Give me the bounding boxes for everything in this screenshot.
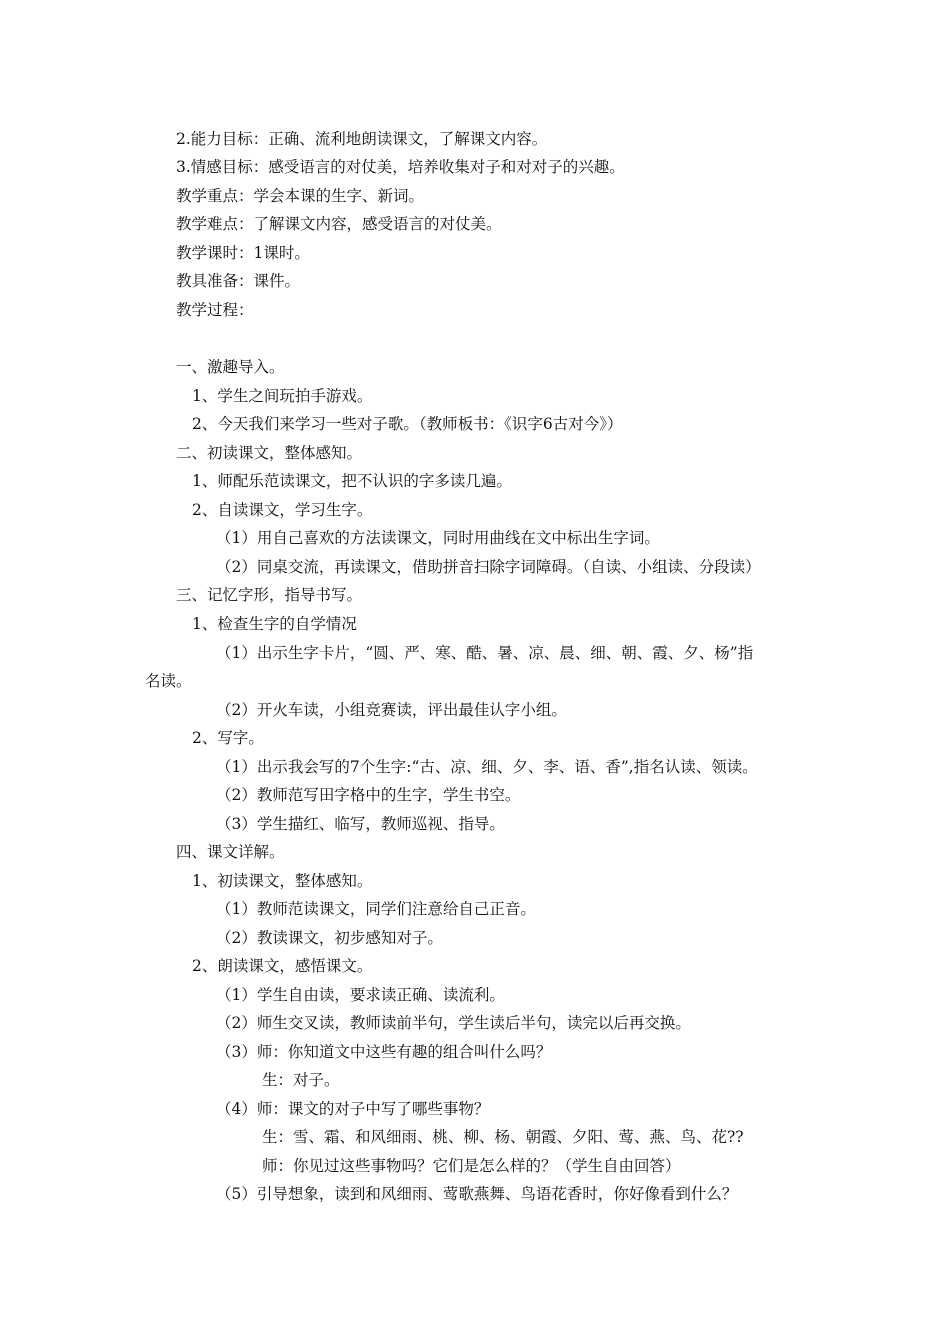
text-line: 名读。	[145, 672, 192, 690]
text-line: （3）学生描红、临写，教师巡视、指导。	[216, 815, 505, 833]
text-line: （2）教师范写田字格中的生字，学生书空。	[216, 786, 521, 804]
text-line: 1、学生之间玩拍手游戏。	[192, 387, 373, 405]
text-line: （3）师：你知道文中这些有趣的组合叫什么吗？	[216, 1043, 552, 1061]
text-line: 2、今天我们来学习一些对子歌。（教师板书：《识字6古对今》）	[192, 415, 623, 433]
text-line: 1、师配乐范读课文，把不认识的字多读几遍。	[192, 472, 512, 490]
text-line: （1）教师范读课文，同学们注意给自己正音。	[216, 900, 536, 918]
text-line: （2）同桌交流，再读课文，借助拼音扫除字词障碍。（自读、小组读、分段读）	[216, 558, 761, 576]
text-line: 3.情感目标：感受语言的对仗美，培养收集对子和对对子的兴趣。	[176, 158, 625, 176]
text-line: （2）开火车读，小组竞赛读，评出最佳认字小组。	[216, 701, 567, 719]
text-line: 2、写字。	[192, 729, 264, 747]
text-line: （1）学生自由读，要求读正确、读流利。	[216, 986, 505, 1004]
text-line: 师：你见过这些事物吗？它们是怎么样的？（学生自由回答）	[262, 1157, 681, 1175]
section-heading: 三、记忆字形，指导书写。	[176, 586, 363, 604]
section-heading: 一、激趣导入。	[176, 358, 285, 376]
text-line: 2、自读课文，学习生字。	[192, 501, 373, 519]
text-line: 生：对子。	[262, 1071, 340, 1089]
text-line: （2）教读课文，初步感知对子。	[216, 929, 443, 947]
text-line: 1、初读课文，整体感知。	[192, 872, 373, 890]
text-line: 生：雪、霜、和风细雨、桃、柳、杨、朝霞、夕阳、莺、燕、鸟、花??	[262, 1128, 744, 1146]
text-line: （2）师生交叉读，教师读前半句，学生读后半句，读完以后再交换。	[216, 1014, 691, 1032]
text-line: 教学过程：	[176, 301, 254, 319]
text-line: 教学课时：1课时。	[176, 244, 310, 262]
section-heading: 四、课文详解。	[176, 843, 285, 861]
text-line: （5）引导想象，读到和风细雨、莺歌燕舞、鸟语花香时，你好像看到什么？	[216, 1185, 738, 1203]
text-line: （4）师：课文的对子中写了哪些事物？	[216, 1100, 490, 1118]
text-line: （1）用自己喜欢的方法读课文，同时用曲线在文中标出生字词。	[216, 529, 660, 547]
section-heading: 二、初读课文，整体感知。	[176, 444, 363, 462]
text-line: 教学难点：了解课文内容，感受语言的对仗美。	[176, 215, 502, 233]
text-line: 2、朗读课文，感悟课文。	[192, 957, 373, 975]
text-line: 1、检查生字的自学情况	[192, 615, 357, 633]
text-line: （1）出示生字卡片，“圆、严、寒、酷、暑、凉、晨、细、朝、霞、夕、杨”指	[216, 644, 754, 662]
text-line: （1）出示我会写的7个生字:“古、凉、细、夕、李、语、香”,指名认读、领读。	[216, 758, 758, 776]
text-line: 教学重点：学会本课的生字、新词。	[176, 187, 425, 205]
text-line: 2.能力目标：正确、流利地朗读课文，了解课文内容。	[176, 130, 548, 148]
text-line: 教具准备：课件。	[176, 272, 301, 290]
